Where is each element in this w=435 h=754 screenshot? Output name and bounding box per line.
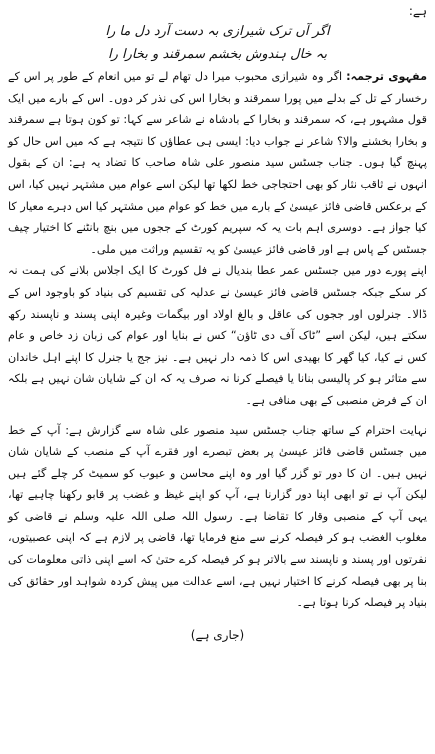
persian-verse bbox=[8, 20, 427, 66]
paragraph-gap bbox=[8, 412, 427, 420]
paragraph-judiciary bbox=[8, 260, 427, 411]
continuation-marker: ہے: bbox=[408, 4, 427, 18]
continued-note: (جاری ہے) bbox=[190, 627, 245, 642]
verse-line-1: اگر آں ترک شیرازی بہ دست آرد دل ما را bbox=[105, 24, 330, 39]
paragraph-translation bbox=[8, 66, 427, 260]
verse-line-2: بہ خال ہندوش بخشم سمرقند و بخارا را bbox=[108, 47, 327, 62]
paragraph-text: نہایت احترام کے ساتھ جناب جسٹس سید منصور علی شاہ سے گزارش ہے: آپ کے خط میں جسٹس قاضی فائز عیسیٰ پر بعض تبصرے اور فقرے آپ کے منصب کے شایان شان نہیں ہیں۔ ان کا دور تو گزر گیا اور وہ اپنے محاسن و عیوب کو سمیٹ کر چلے گئے ہیں لیکن آپ نے تو ابھی اپنا دور گزارنا ہے، آپ کو اپنے غیظ و غضب پر قابو رکھنا چاہیے تھا، یہی آپ کے منصبی وقار کا تقاضا ہے۔ رسول اللہ صلی اللہ علیہ وسلم نے قاضی کو مغلوب الغضب ہو کر فیصلہ کرنے سے منع فرمایا تھا، قاضی پر لازم ہے کہ اپنی عصبیتوں، نفرتوں اور پسند و ناپسند سے بالاتر ہو کر فیصلہ کرے حتیٰ کہ اسے اپنی ذاتی معلومات کی بنا پر بھی فیصلہ کرنے کا اختیار نہیں ہے، اسے عدالت میں پیش کردہ شواہد اور حقائق کی بنیاد پر فیصلہ کرنا ہوتا ہے۔ bbox=[8, 423, 427, 610]
paragraph-text: اگر وہ شیرازی محبوب میرا دل تھام لے تو میں انعام کے طور پر اس کے رخسار کے تل کے بدلے میں پورا سمرقند و بخارا اس کی نذر کر دوں۔ اس کے بارے میں ایک قول مشہور ہے، کہ سمرقند و بخارا کے بادشاہ نے شاعر سے کہا: تو کون ہوتا ہے سمرقند و بخارا بخشنے والا؟ شاعر نے جواب دیا: ایسی ہی عطاؤں کا نتیجہ ہے کہ میں اس حال کو پہنچ گیا ہوں۔ جناب جسٹس سید منصور علی شاہ صاحب کا تضاد یہ ہے: ان کے بقول انہوں نے ثاقب نثار کو بھی احتجاجی خط لکھا تھا لیکن اسے عوام میں مشتہر نہیں کیا، اس کے برعکس قاضی فائز عیسیٰ کے بارے میں خط کو عوام میں مشتہر کیا اس دہرے معیار کا کیا جواز ہے۔ دوسری اہم بات یہ کہ سپریم کورٹ کے ججوں میں بنچ بانٹنے کا اختیار چیف جسٹس کے پاس ہے اور قاضی فائز عیسیٰ کو یہ تقسیم وراثت میں ملی۔ bbox=[8, 70, 427, 256]
paragraph-request bbox=[8, 420, 427, 614]
paragraph-lead: مفہوی ترجمہ: bbox=[346, 70, 428, 83]
paragraph-text: اپنے پورے دور میں جسٹس عمر عطا بندیال نے فل کورٹ کا ایک اجلاس بلانے کی ہمت نہ کر سکے جبکہ جسٹس قاضی فائز عیسیٰ نے عدلیہ کی تقسیم کی بنیاد کو باوجود اس کے ڈالا۔ جنرلوں اور ججوں کی عاقل و بالغ اولاد اور بیگمات وغیرہ اپنی پسند و ناپسند رکھ سکتے ہیں، لیکن اسے ”ٹاک آف دی ٹاؤن“ کس نے بنایا اور عوام کی زبان زد خاص و عام کس نے کیا، کیا گھر کا بھیدی اس کا ذمہ دار نہیں ہے۔ نیز جج یا جنرل کا اپنے اہل خاندان سے متاثر ہو کر پالیسی بنانا یا فیصلے کرنا نہ صرف یہ کہ ان کے شایان شان نہیں ہے بلکہ ان کے فرض منصبی کے بھی منافی ہے۔ bbox=[8, 264, 427, 407]
